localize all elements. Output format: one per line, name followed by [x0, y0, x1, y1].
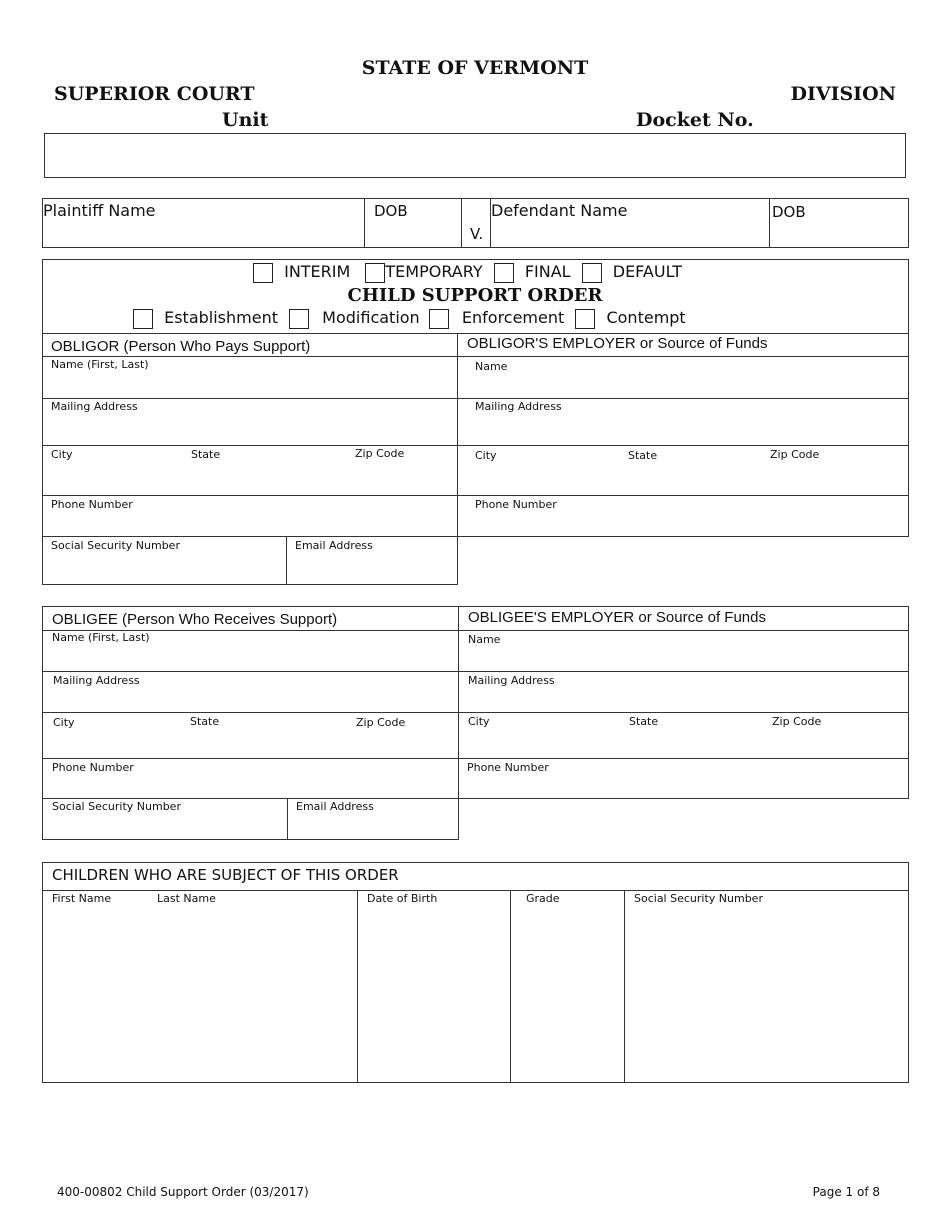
- children-col-ssn: Social Security Number: [634, 892, 763, 905]
- children-col-dob: Date of Birth: [367, 892, 438, 905]
- obligor-name-field[interactable]: Name (First, Last): [51, 358, 149, 371]
- unit-label: Unit: [222, 109, 269, 131]
- children-col-first-name: First Name: [52, 892, 112, 905]
- obligor-state-field[interactable]: State: [191, 448, 221, 461]
- obligor-employer-heading: OBLIGOR'S EMPLOYER or Source of Funds: [467, 335, 768, 352]
- contempt-checkbox[interactable]: [575, 309, 595, 329]
- obligor-mailing-field[interactable]: Mailing Address: [51, 400, 138, 413]
- form-id: 400-00802 Child Support Order (03/2017): [57, 1185, 309, 1199]
- modification-label: Modification: [322, 308, 420, 327]
- obligee-name-field[interactable]: Name (First, Last): [52, 631, 150, 644]
- final-label: FINAL: [524, 262, 571, 281]
- obligee-heading: OBLIGEE (Person Who Receives Support): [52, 611, 338, 628]
- children-col-last-name: Last Name: [157, 892, 216, 905]
- court-label: SUPERIOR COURT: [54, 83, 255, 105]
- obligor-zip-field[interactable]: Zip Code: [355, 447, 405, 460]
- children-heading: CHILDREN WHO ARE SUBJECT OF THIS ORDER: [52, 866, 399, 884]
- obligee-mailing-field[interactable]: Mailing Address: [53, 674, 140, 687]
- obligor-heading: OBLIGOR (Person Who Pays Support): [51, 338, 311, 355]
- defendant-dob-label: DOB: [772, 203, 806, 221]
- establishment-label: Establishment: [164, 308, 278, 327]
- obligee-employer-mailing-field[interactable]: Mailing Address: [468, 674, 555, 687]
- obligor-employer-phone-field[interactable]: Phone Number: [475, 498, 557, 511]
- versus-label: V.: [470, 225, 484, 243]
- caption-box[interactable]: [44, 133, 906, 178]
- obligee-employer-zip-field[interactable]: Zip Code: [772, 715, 822, 728]
- temporary-checkbox[interactable]: [365, 263, 385, 283]
- obligor-ssn-field[interactable]: Social Security Number: [51, 539, 180, 552]
- default-checkbox[interactable]: [582, 263, 602, 283]
- division-label: DIVISION: [790, 83, 896, 105]
- defendant-name-label: Defendant Name: [491, 201, 628, 220]
- docket-label: Docket No.: [636, 109, 754, 131]
- parties-box: [42, 198, 909, 248]
- plaintiff-dob-label: DOB: [374, 202, 408, 220]
- obligee-city-field[interactable]: City: [53, 716, 75, 729]
- interim-checkbox[interactable]: [253, 263, 273, 283]
- obligee-ssn-field[interactable]: Social Security Number: [52, 800, 181, 813]
- obligor-employer-section: [457, 334, 909, 537]
- obligee-zip-field[interactable]: Zip Code: [356, 716, 406, 729]
- obligor-section: [42, 334, 458, 585]
- obligor-employer-zip-field[interactable]: Zip Code: [770, 448, 820, 461]
- order-action-row: [133, 308, 686, 329]
- children-table: [42, 862, 909, 1083]
- children-col-grade: Grade: [526, 892, 560, 905]
- obligor-phone-field[interactable]: Phone Number: [51, 498, 133, 511]
- contempt-label: Contempt: [606, 308, 686, 327]
- obligee-email-field[interactable]: Email Address: [296, 800, 374, 813]
- interim-label: INTERIM: [284, 262, 351, 281]
- obligee-state-field[interactable]: State: [190, 715, 220, 728]
- obligee-employer-section: [458, 606, 909, 799]
- obligee-employer-city-field[interactable]: City: [468, 715, 490, 728]
- establishment-checkbox[interactable]: [133, 309, 153, 329]
- modification-checkbox[interactable]: [289, 309, 309, 329]
- enforcement-checkbox[interactable]: [429, 309, 449, 329]
- obligee-section: [42, 606, 459, 840]
- plaintiff-name-label: Plaintiff Name: [43, 201, 156, 220]
- obligor-employer-city-field[interactable]: City: [475, 449, 497, 462]
- default-label: DEFAULT: [612, 262, 683, 281]
- obligor-employer-mailing-field[interactable]: Mailing Address: [475, 400, 562, 413]
- obligor-city-field[interactable]: City: [51, 448, 73, 461]
- temporary-label: TEMPORARY: [385, 262, 483, 281]
- obligor-employer-state-field[interactable]: State: [628, 449, 658, 462]
- obligee-employer-heading: OBLIGEE'S EMPLOYER or Source of Funds: [468, 609, 766, 626]
- page-number: Page 1 of 8: [812, 1185, 880, 1199]
- obligor-email-field[interactable]: Email Address: [295, 539, 373, 552]
- obligor-employer-name-field[interactable]: Name: [475, 360, 508, 373]
- state-title: STATE OF VERMONT: [361, 57, 589, 79]
- obligee-phone-field[interactable]: Phone Number: [52, 761, 134, 774]
- order-title: CHILD SUPPORT ORDER: [347, 285, 603, 306]
- obligee-employer-name-field[interactable]: Name: [468, 633, 501, 646]
- obligee-employer-state-field[interactable]: State: [629, 715, 659, 728]
- final-checkbox[interactable]: [494, 263, 514, 283]
- enforcement-label: Enforcement: [461, 308, 565, 327]
- obligee-employer-phone-field[interactable]: Phone Number: [467, 761, 549, 774]
- order-type-row: [253, 262, 682, 283]
